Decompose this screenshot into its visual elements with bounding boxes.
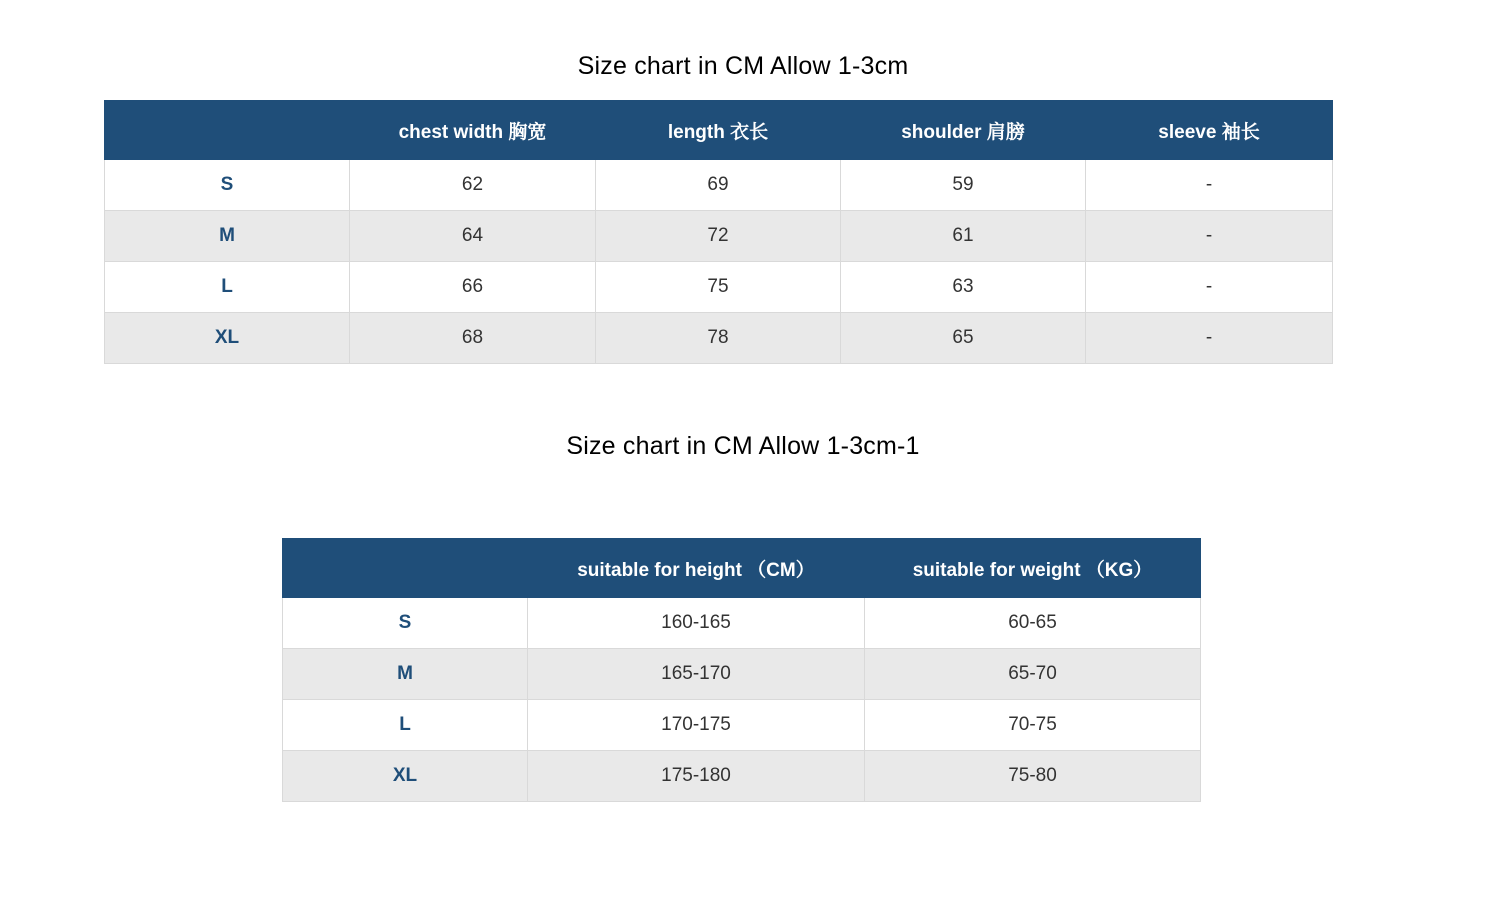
cell-sleeve: - <box>1086 313 1333 364</box>
cell-shoulder: 61 <box>841 211 1086 262</box>
cell-height: 160-165 <box>528 598 865 649</box>
cell-height: 175-180 <box>528 751 865 802</box>
cell-shoulder: 59 <box>841 160 1086 211</box>
cell-chest-width: 64 <box>350 211 596 262</box>
cell-size: XL <box>283 751 528 802</box>
cell-weight: 65-70 <box>865 649 1201 700</box>
table-row <box>105 262 1333 313</box>
cell-chest-width: 68 <box>350 313 596 364</box>
cell-sleeve: - <box>1086 262 1333 313</box>
cell-weight: 70-75 <box>865 700 1201 751</box>
table-body <box>283 598 1201 802</box>
column-header-chest-width: chest width 胸宽 <box>350 101 596 160</box>
table-row <box>105 211 1333 262</box>
table-row <box>283 598 1201 649</box>
cell-size: L <box>105 262 350 313</box>
cell-shoulder: 65 <box>841 313 1086 364</box>
column-header-length: length 衣长 <box>596 101 841 160</box>
size-chart-2-table <box>282 538 1201 802</box>
cell-size: M <box>105 211 350 262</box>
table-row <box>283 700 1201 751</box>
table-row <box>283 751 1201 802</box>
table-body <box>105 160 1333 364</box>
size-chart-2-title-block <box>0 432 1486 461</box>
cell-weight: 60-65 <box>865 598 1201 649</box>
cell-length: 72 <box>596 211 841 262</box>
cell-length: 69 <box>596 160 841 211</box>
size-chart-1-table-wrap <box>104 100 1333 364</box>
cell-sleeve: - <box>1086 211 1333 262</box>
size-chart-1-title: Size chart in CM Allow 1-3cm <box>577 52 909 80</box>
cell-size: M <box>283 649 528 700</box>
cell-size: S <box>105 160 350 211</box>
table-row <box>283 649 1201 700</box>
table-header-row <box>283 539 1201 598</box>
column-header-size <box>105 101 350 160</box>
table-header <box>105 101 1333 160</box>
column-header-suitable-height: suitable for height （CM） <box>528 539 865 598</box>
cell-chest-width: 66 <box>350 262 596 313</box>
table-header-row <box>105 101 1333 160</box>
size-chart-1-title-block <box>0 52 1486 81</box>
table-header <box>283 539 1201 598</box>
size-chart-2-table-wrap <box>282 538 1201 802</box>
cell-weight: 75-80 <box>865 751 1201 802</box>
size-chart-2-title: Size chart in CM Allow 1-3cm-1 <box>566 432 920 460</box>
cell-size: S <box>283 598 528 649</box>
table-row <box>105 313 1333 364</box>
size-chart-1-table <box>104 100 1333 364</box>
cell-size: XL <box>105 313 350 364</box>
cell-sleeve: - <box>1086 160 1333 211</box>
column-header-sleeve: sleeve 袖长 <box>1086 101 1333 160</box>
column-header-suitable-weight: suitable for weight （KG） <box>865 539 1201 598</box>
column-header-size <box>283 539 528 598</box>
table-row <box>105 160 1333 211</box>
cell-height: 165-170 <box>528 649 865 700</box>
cell-length: 78 <box>596 313 841 364</box>
column-header-shoulder: shoulder 肩膀 <box>841 101 1086 160</box>
cell-height: 170-175 <box>528 700 865 751</box>
cell-length: 75 <box>596 262 841 313</box>
cell-shoulder: 63 <box>841 262 1086 313</box>
cell-size: L <box>283 700 528 751</box>
cell-chest-width: 62 <box>350 160 596 211</box>
